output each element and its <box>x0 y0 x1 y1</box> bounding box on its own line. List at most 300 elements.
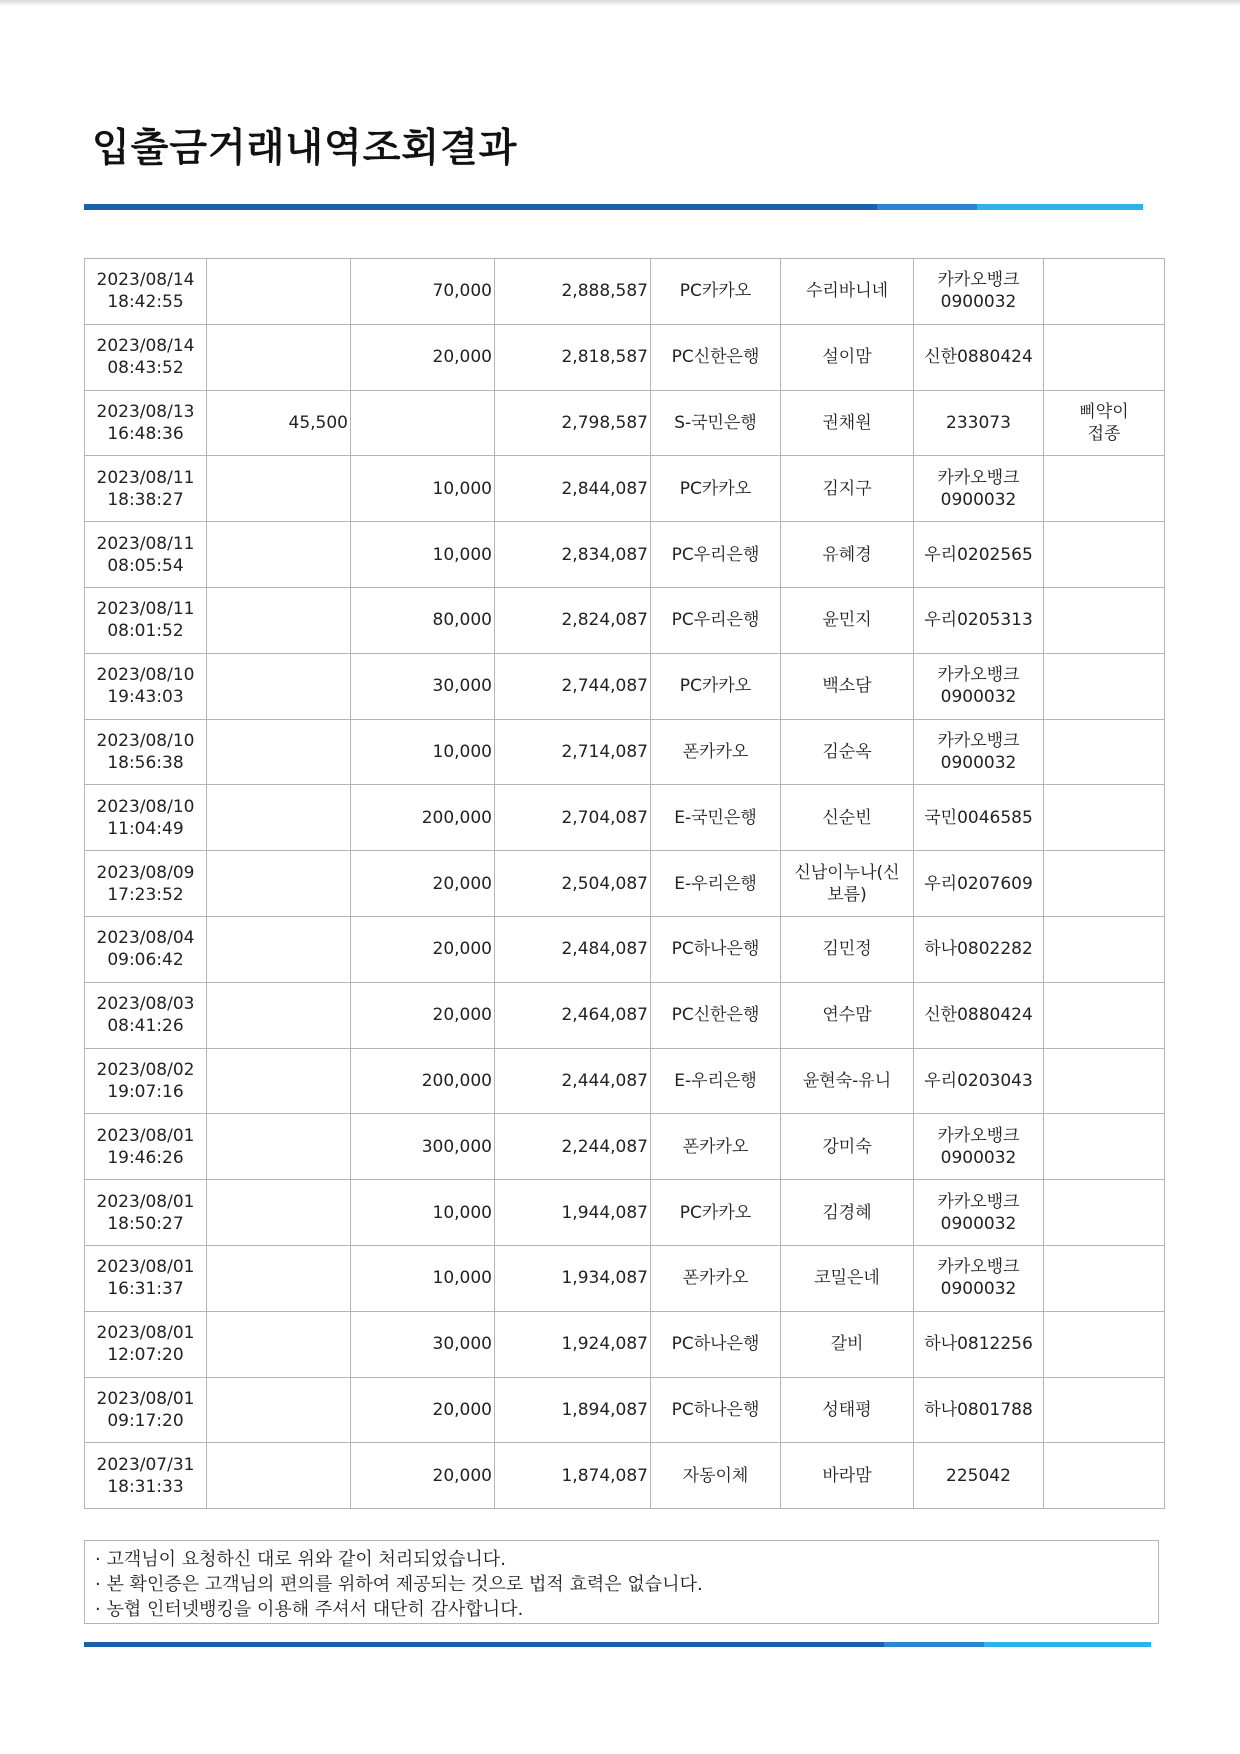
memo-cell <box>1044 390 1165 456</box>
date-cell <box>85 785 207 851</box>
counterparty-name-cell <box>781 522 914 588</box>
memo-cell <box>1044 916 1165 982</box>
counterparty-name-cell <box>781 916 914 982</box>
counterparty-name-cell <box>781 1180 914 1246</box>
type-value: PC카카오 <box>679 676 752 697</box>
page-title: 입출금거래내역조회결과 <box>92 126 518 171</box>
table-row <box>85 653 1165 719</box>
notice-line: · 농협 인터넷뱅킹을 이용해 주셔서 대단히 감사합니다. <box>95 1599 524 1620</box>
date-cell <box>85 259 207 325</box>
type-value: E-우리은행 <box>674 1070 757 1091</box>
deposit-cell <box>351 522 495 588</box>
deposit-value: 10,000 <box>432 1202 492 1223</box>
memo-cell <box>1044 456 1165 522</box>
date-cell <box>85 982 207 1048</box>
account-cell <box>914 1114 1044 1180</box>
deposit-value: 20,000 <box>432 939 492 960</box>
withdrawal-cell <box>207 719 351 785</box>
name-value: 김지구 <box>822 478 872 499</box>
type-value: PC신한은행 <box>671 1005 760 1026</box>
deposit-cell <box>351 456 495 522</box>
counterparty-name-cell <box>781 324 914 390</box>
balance-cell <box>495 982 651 1048</box>
withdrawal-cell <box>207 1114 351 1180</box>
balance-value: 2,744,087 <box>561 676 648 697</box>
date-cell <box>85 1377 207 1443</box>
deposit-value: 20,000 <box>432 1005 492 1026</box>
balance-cell <box>495 653 651 719</box>
deposit-cell <box>351 653 495 719</box>
withdrawal-cell <box>207 1377 351 1443</box>
withdrawal-cell <box>207 851 351 917</box>
balance-cell <box>495 1311 651 1377</box>
transaction-date: 2023/08/03 <box>96 994 195 1015</box>
transaction-time: 18:38:27 <box>107 489 184 510</box>
transaction-type-cell <box>651 1377 781 1443</box>
withdrawal-cell <box>207 587 351 653</box>
transaction-date: 2023/08/13 <box>96 401 195 422</box>
transaction-date: 2023/08/01 <box>96 1323 195 1344</box>
deposit-cell <box>351 587 495 653</box>
deposit-value: 300,000 <box>421 1136 492 1157</box>
date-cell <box>85 587 207 653</box>
account-value: 카카오뱅크 0900032 <box>937 1257 1020 1300</box>
name-value: 강미숙 <box>822 1136 872 1157</box>
type-value: 폰카카오 <box>682 1136 749 1157</box>
notice-line: · 본 확인증은 고객님의 편의를 위하여 제공되는 것으로 법적 효력은 없습니다. <box>95 1574 703 1595</box>
transaction-time: 09:17:20 <box>107 1410 184 1431</box>
deposit-value: 80,000 <box>432 610 492 631</box>
deposit-value: 200,000 <box>421 1070 492 1091</box>
account-cell <box>914 324 1044 390</box>
transaction-date: 2023/08/14 <box>96 270 195 291</box>
balance-value: 2,818,587 <box>561 347 648 368</box>
transaction-type-cell <box>651 719 781 785</box>
transaction-type-cell <box>651 324 781 390</box>
memo-cell <box>1044 522 1165 588</box>
balance-value: 2,888,587 <box>561 281 648 302</box>
transaction-type-cell <box>651 982 781 1048</box>
table-row <box>85 851 1165 917</box>
date-cell <box>85 1114 207 1180</box>
account-cell <box>914 259 1044 325</box>
type-value: E-국민은행 <box>674 807 757 828</box>
date-cell <box>85 719 207 785</box>
transaction-time: 17:23:52 <box>107 884 184 905</box>
type-value: E-우리은행 <box>674 873 757 894</box>
withdrawal-cell <box>207 1180 351 1246</box>
type-value: PC신한은행 <box>671 347 760 368</box>
memo-cell <box>1044 1180 1165 1246</box>
balance-cell <box>495 259 651 325</box>
transaction-table <box>84 258 1165 1509</box>
withdrawal-cell <box>207 1048 351 1114</box>
balance-value: 1,874,087 <box>561 1465 648 1486</box>
counterparty-name-cell <box>781 456 914 522</box>
transaction-date: 2023/08/14 <box>96 336 195 357</box>
account-cell <box>914 719 1044 785</box>
type-value: PC하나은행 <box>671 939 760 960</box>
type-value: PC우리은행 <box>671 544 760 565</box>
transaction-date: 2023/08/01 <box>96 1125 195 1146</box>
type-value: PC하나은행 <box>671 1399 760 1420</box>
account-value: 225042 <box>946 1465 1011 1486</box>
transaction-time: 08:01:52 <box>107 621 184 642</box>
transaction-date: 2023/07/31 <box>96 1454 195 1475</box>
transaction-date: 2023/08/01 <box>96 1191 195 1212</box>
transaction-date: 2023/08/01 <box>96 1388 195 1409</box>
balance-cell <box>495 390 651 456</box>
balance-cell <box>495 1377 651 1443</box>
memo-cell <box>1044 851 1165 917</box>
transaction-table-body <box>85 259 1165 1509</box>
date-cell <box>85 522 207 588</box>
type-value: PC카카오 <box>679 1202 752 1223</box>
counterparty-name-cell <box>781 785 914 851</box>
balance-value: 2,464,087 <box>561 1005 648 1026</box>
transaction-type-cell <box>651 587 781 653</box>
type-value: PC카카오 <box>679 478 752 499</box>
account-cell <box>914 522 1044 588</box>
balance-value: 2,714,087 <box>561 741 648 762</box>
table-row <box>85 1114 1165 1180</box>
account-value: 카카오뱅크 0900032 <box>937 270 1020 313</box>
transaction-type-cell <box>651 259 781 325</box>
deposit-value: 200,000 <box>421 807 492 828</box>
memo-cell <box>1044 587 1165 653</box>
type-value: S-국민은행 <box>674 412 757 433</box>
memo-cell <box>1044 1443 1165 1509</box>
table-row <box>85 324 1165 390</box>
account-cell <box>914 587 1044 653</box>
account-value: 하나0801788 <box>924 1399 1033 1420</box>
deposit-value: 20,000 <box>432 1399 492 1420</box>
account-value: 국민0046585 <box>924 807 1033 828</box>
transaction-date: 2023/08/04 <box>96 928 195 949</box>
deposit-value: 20,000 <box>432 1465 492 1486</box>
transaction-date: 2023/08/01 <box>96 1257 195 1278</box>
account-cell <box>914 1180 1044 1246</box>
deposit-cell <box>351 390 495 456</box>
transaction-time: 19:43:03 <box>107 687 184 708</box>
name-value: 김민정 <box>822 939 872 960</box>
name-value: 윤현숙-유니 <box>802 1070 892 1091</box>
transaction-type-cell <box>651 1245 781 1311</box>
footer-divider <box>84 1642 1151 1647</box>
transaction-date: 2023/08/09 <box>96 862 195 883</box>
account-value: 카카오뱅크 0900032 <box>937 467 1020 510</box>
type-value: 폰카카오 <box>682 741 749 762</box>
transaction-time: 12:07:20 <box>107 1345 184 1366</box>
date-cell <box>85 324 207 390</box>
account-cell <box>914 1245 1044 1311</box>
counterparty-name-cell <box>781 653 914 719</box>
memo-cell <box>1044 982 1165 1048</box>
name-value: 김경혜 <box>822 1202 872 1223</box>
counterparty-name-cell <box>781 1245 914 1311</box>
page-top-shadow <box>0 0 1240 6</box>
name-value: 권채원 <box>822 412 872 433</box>
transaction-date: 2023/08/11 <box>96 599 195 620</box>
balance-value: 2,244,087 <box>561 1136 648 1157</box>
table-row <box>85 1443 1165 1509</box>
notice-box <box>84 1540 1159 1624</box>
deposit-value: 30,000 <box>432 1334 492 1355</box>
transaction-date: 2023/08/10 <box>96 730 195 751</box>
account-value: 하나0802282 <box>924 939 1033 960</box>
transaction-date: 2023/08/10 <box>96 796 195 817</box>
account-value: 카카오뱅크 0900032 <box>937 665 1020 708</box>
transaction-type-cell <box>651 1114 781 1180</box>
account-cell <box>914 456 1044 522</box>
transaction-time: 09:06:42 <box>107 950 184 971</box>
date-cell <box>85 456 207 522</box>
balance-value: 2,444,087 <box>561 1070 648 1091</box>
memo-cell <box>1044 259 1165 325</box>
table-row <box>85 1048 1165 1114</box>
memo-value: 삐약이 접종 <box>1079 401 1129 444</box>
transaction-type-cell <box>651 522 781 588</box>
withdrawal-cell <box>207 324 351 390</box>
withdrawal-cell <box>207 1443 351 1509</box>
name-value: 설이맘 <box>822 347 872 368</box>
deposit-cell <box>351 1180 495 1246</box>
balance-cell <box>495 1048 651 1114</box>
account-value: 우리0203043 <box>924 1070 1033 1091</box>
name-value: 코밀은네 <box>814 1268 880 1289</box>
type-value: 폰카카오 <box>682 1268 749 1289</box>
memo-cell <box>1044 1377 1165 1443</box>
account-value: 하나0812256 <box>924 1334 1033 1355</box>
transaction-time: 18:50:27 <box>107 1213 184 1234</box>
deposit-value: 10,000 <box>432 544 492 565</box>
counterparty-name-cell <box>781 719 914 785</box>
transaction-type-cell <box>651 1311 781 1377</box>
withdrawal-cell <box>207 456 351 522</box>
balance-value: 1,924,087 <box>561 1334 648 1355</box>
balance-value: 1,944,087 <box>561 1202 648 1223</box>
memo-cell <box>1044 1311 1165 1377</box>
balance-cell <box>495 1114 651 1180</box>
withdrawal-cell <box>207 1245 351 1311</box>
transaction-type-cell <box>651 785 781 851</box>
account-cell <box>914 785 1044 851</box>
table-row <box>85 522 1165 588</box>
account-cell <box>914 1311 1044 1377</box>
account-value: 카카오뱅크 0900032 <box>937 1191 1020 1234</box>
transaction-type-cell <box>651 916 781 982</box>
table-row <box>85 390 1165 456</box>
account-cell <box>914 390 1044 456</box>
deposit-cell <box>351 785 495 851</box>
name-value: 김순옥 <box>822 741 872 762</box>
transaction-date: 2023/08/11 <box>96 533 195 554</box>
account-cell <box>914 653 1044 719</box>
balance-cell <box>495 587 651 653</box>
deposit-value: 30,000 <box>432 676 492 697</box>
balance-value: 2,834,087 <box>561 544 648 565</box>
account-cell <box>914 982 1044 1048</box>
transaction-type-cell <box>651 851 781 917</box>
deposit-value: 10,000 <box>432 1268 492 1289</box>
counterparty-name-cell <box>781 1377 914 1443</box>
deposit-cell <box>351 1245 495 1311</box>
balance-cell <box>495 916 651 982</box>
balance-cell <box>495 1443 651 1509</box>
withdrawal-cell <box>207 916 351 982</box>
transaction-date: 2023/08/10 <box>96 665 195 686</box>
table-row <box>85 259 1165 325</box>
withdrawal-cell <box>207 522 351 588</box>
date-cell <box>85 653 207 719</box>
table-row <box>85 456 1165 522</box>
counterparty-name-cell <box>781 1048 914 1114</box>
deposit-cell <box>351 719 495 785</box>
withdrawal-cell <box>207 982 351 1048</box>
transaction-type-cell <box>651 1180 781 1246</box>
account-cell <box>914 916 1044 982</box>
balance-cell <box>495 785 651 851</box>
balance-cell <box>495 522 651 588</box>
deposit-cell <box>351 982 495 1048</box>
balance-cell <box>495 851 651 917</box>
withdrawal-cell <box>207 259 351 325</box>
name-value: 백소담 <box>822 676 872 697</box>
name-value: 신순빈 <box>822 807 872 828</box>
transaction-time: 16:31:37 <box>107 1279 184 1300</box>
account-value: 우리0205313 <box>924 610 1033 631</box>
transaction-time: 08:05:54 <box>107 555 184 576</box>
memo-cell <box>1044 653 1165 719</box>
counterparty-name-cell <box>781 587 914 653</box>
name-value: 연수맘 <box>822 1005 872 1026</box>
transaction-time: 16:48:36 <box>107 423 184 444</box>
type-value: PC하나은행 <box>671 1334 760 1355</box>
withdrawal-cell <box>207 785 351 851</box>
transaction-time: 08:43:52 <box>107 358 184 379</box>
transaction-date: 2023/08/11 <box>96 467 195 488</box>
counterparty-name-cell <box>781 1114 914 1180</box>
name-value: 바라맘 <box>822 1465 872 1486</box>
counterparty-name-cell <box>781 259 914 325</box>
table-row <box>85 719 1165 785</box>
account-cell <box>914 1048 1044 1114</box>
transaction-type-cell <box>651 1443 781 1509</box>
notice-line: · 고객님이 요청하신 대로 위와 같이 처리되었습니다. <box>95 1549 506 1570</box>
deposit-value: 10,000 <box>432 478 492 499</box>
transaction-time: 18:56:38 <box>107 752 184 773</box>
balance-value: 2,504,087 <box>561 873 648 894</box>
name-value: 성태평 <box>822 1399 872 1420</box>
deposit-cell <box>351 1377 495 1443</box>
type-value: PC카카오 <box>679 281 752 302</box>
account-value: 카카오뱅크 0900032 <box>937 1125 1020 1168</box>
account-cell <box>914 1377 1044 1443</box>
withdrawal-value: 45,500 <box>288 412 348 433</box>
date-cell <box>85 1245 207 1311</box>
deposit-cell <box>351 1443 495 1509</box>
date-cell <box>85 1443 207 1509</box>
deposit-value: 70,000 <box>432 281 492 302</box>
balance-value: 2,844,087 <box>561 478 648 499</box>
withdrawal-cell <box>207 653 351 719</box>
deposit-value: 20,000 <box>432 873 492 894</box>
transaction-time: 11:04:49 <box>107 818 184 839</box>
balance-value: 2,704,087 <box>561 807 648 828</box>
account-value: 신한0880424 <box>924 1005 1033 1026</box>
memo-cell <box>1044 1245 1165 1311</box>
balance-value: 2,798,587 <box>561 412 648 433</box>
deposit-value: 20,000 <box>432 347 492 368</box>
table-row <box>85 1180 1165 1246</box>
counterparty-name-cell <box>781 1443 914 1509</box>
memo-cell <box>1044 324 1165 390</box>
name-value: 신남이누나(신 보름) <box>794 862 900 905</box>
transaction-time: 19:07:16 <box>107 1081 184 1102</box>
deposit-cell <box>351 324 495 390</box>
transaction-type-cell <box>651 1048 781 1114</box>
memo-cell <box>1044 1048 1165 1114</box>
account-value: 카카오뱅크 0900032 <box>937 730 1020 773</box>
transaction-type-cell <box>651 456 781 522</box>
type-value: PC우리은행 <box>671 610 760 631</box>
balance-value: 1,934,087 <box>561 1268 648 1289</box>
account-cell <box>914 1443 1044 1509</box>
table-row <box>85 1311 1165 1377</box>
name-value: 갈비 <box>830 1334 864 1355</box>
table-row <box>85 982 1165 1048</box>
transaction-type-cell <box>651 390 781 456</box>
counterparty-name-cell <box>781 390 914 456</box>
account-value: 233073 <box>946 412 1011 433</box>
deposit-cell <box>351 1048 495 1114</box>
transaction-time: 18:31:33 <box>107 1476 184 1497</box>
table-row <box>85 1245 1165 1311</box>
withdrawal-cell <box>207 390 351 456</box>
table-row <box>85 785 1165 851</box>
deposit-cell <box>351 1114 495 1180</box>
memo-cell <box>1044 719 1165 785</box>
type-value: 자동이체 <box>682 1465 749 1486</box>
transaction-time: 19:46:26 <box>107 1147 184 1168</box>
account-value: 우리0202565 <box>924 544 1033 565</box>
counterparty-name-cell <box>781 1311 914 1377</box>
deposit-value: 10,000 <box>432 741 492 762</box>
transaction-time: 18:42:55 <box>107 292 184 313</box>
date-cell <box>85 916 207 982</box>
name-value: 유혜경 <box>822 544 872 565</box>
balance-cell <box>495 719 651 785</box>
date-cell <box>85 1311 207 1377</box>
deposit-cell <box>351 259 495 325</box>
date-cell <box>85 1048 207 1114</box>
account-value: 신한0880424 <box>924 347 1033 368</box>
counterparty-name-cell <box>781 982 914 1048</box>
table-row <box>85 916 1165 982</box>
transaction-date: 2023/08/02 <box>96 1059 195 1080</box>
balance-cell <box>495 456 651 522</box>
balance-value: 1,894,087 <box>561 1399 648 1420</box>
title-divider <box>84 204 1143 210</box>
memo-cell <box>1044 785 1165 851</box>
balance-value: 2,484,087 <box>561 939 648 960</box>
memo-cell <box>1044 1114 1165 1180</box>
transaction-type-cell <box>651 653 781 719</box>
table-row <box>85 1377 1165 1443</box>
deposit-cell <box>351 1311 495 1377</box>
name-value: 윤민지 <box>822 610 872 631</box>
balance-cell <box>495 1245 651 1311</box>
